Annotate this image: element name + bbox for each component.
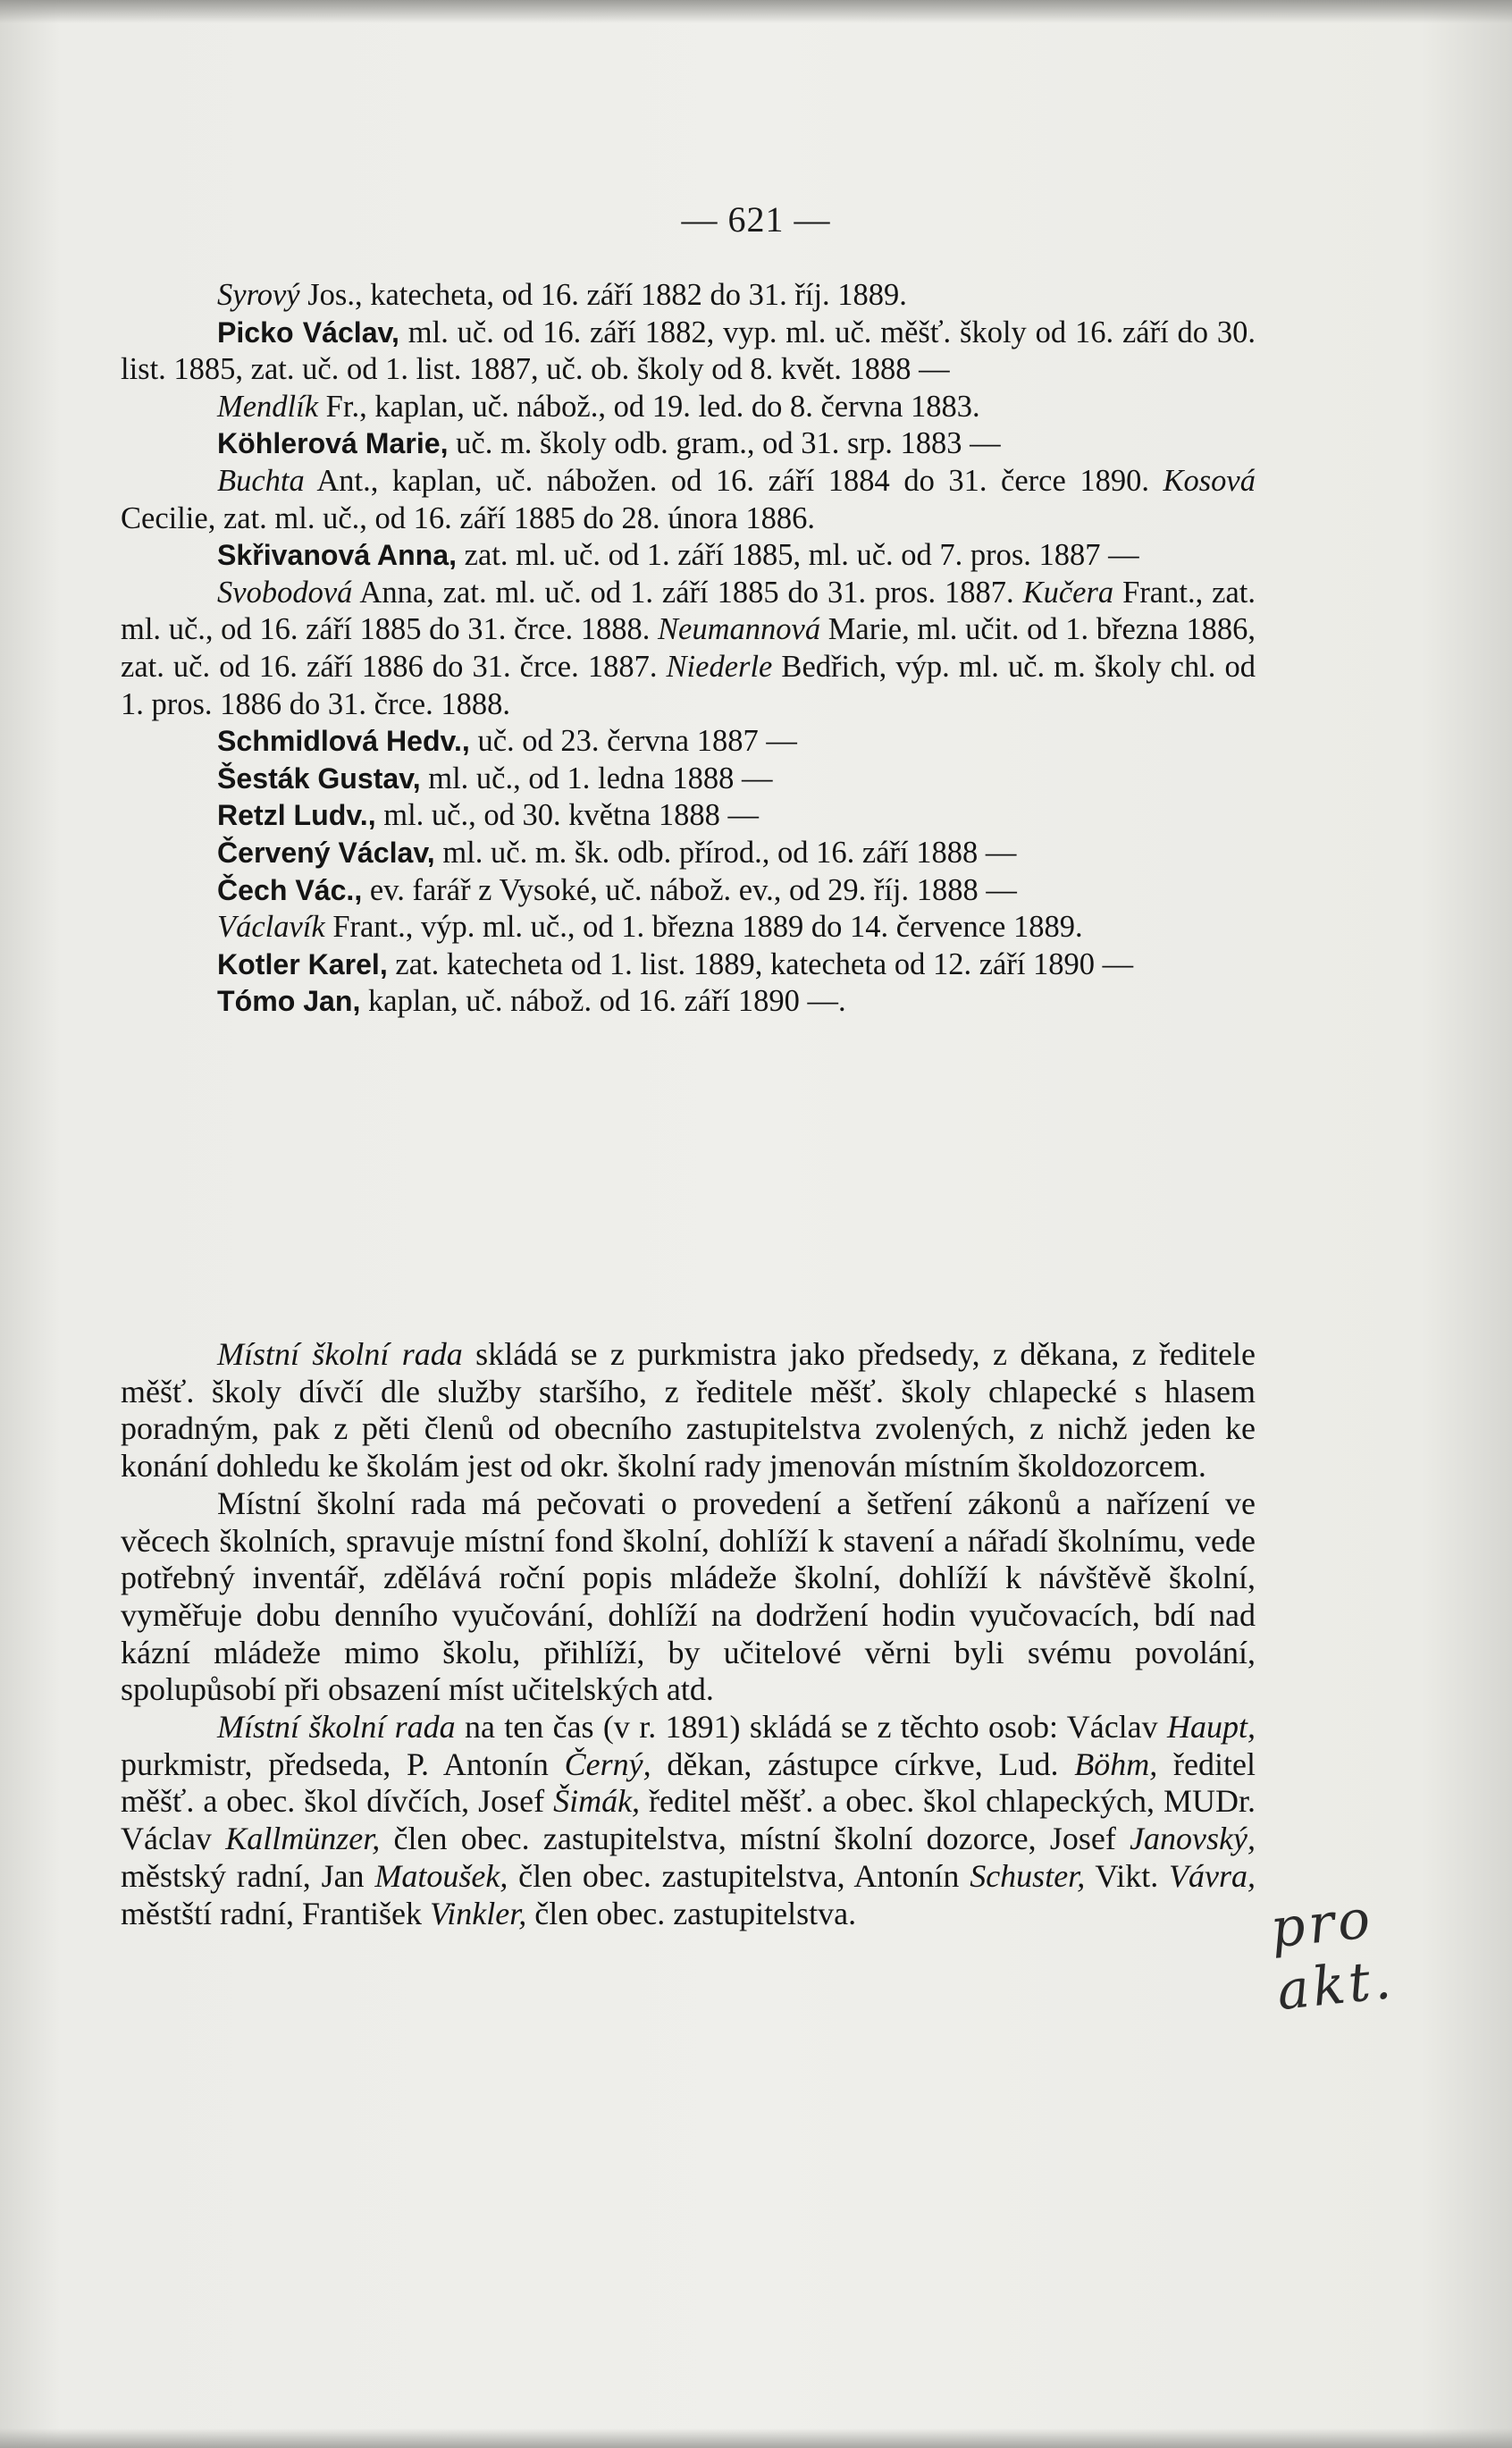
- emphasis-text: Matoušek,: [374, 1857, 508, 1894]
- body-text: člen obec. zastupitelstva, místní školní dozorce, Josef: [380, 1821, 1130, 1857]
- paragraph: [121, 1336, 1256, 1485]
- staff-entry: [121, 761, 1256, 798]
- page-top-shadow: [0, 0, 1512, 23]
- person-name: Červený Václav,: [217, 836, 435, 869]
- body-text: kaplan, uč. nábož. od 16. září 1890 —.: [360, 984, 846, 1019]
- staff-entry: [121, 983, 1256, 1021]
- body-text: ředitel měšť. a obec. škol chlapeckých, MUDr. Václav: [121, 1783, 1256, 1857]
- body-text: ml. uč., od 1. ledna 1888 —: [420, 761, 773, 795]
- body-text: Frant., zat. ml. uč., od 16. září 1885 do 31. črce. 1888.: [121, 575, 1256, 647]
- emphasis-text: Šimák,: [553, 1783, 641, 1820]
- person-name: Svobodová: [217, 575, 353, 610]
- body-text: ředitel měšť. a obec. škol dívčích, Josef: [121, 1746, 1256, 1820]
- body-text: purkmistr, předseda, P. Antonín: [121, 1746, 565, 1782]
- staff-entry: [121, 389, 1256, 426]
- page-bottom-shadow: [0, 2428, 1512, 2448]
- body-text: uč. od 23. června 1887 —: [469, 724, 797, 759]
- staff-entry: [121, 463, 1256, 537]
- body-text: Místní školní rada má pečovati o provedení a šetření zákonů a nařízení ve věcech školních, spravuje místní fond školní, dohlíží k stavení a nářadí školnímu, vede potřebný inventář, zdělává roční popis mládeže školní, dohlíží k návštěvě školní, vyměřuje dobu denního vyučování, dohlíží na dodržení hodin vyučovacích, bdí nad kázní mládeže mimo školu, přihlíží, by učitelové věrni byli svému povolání, spolupůsobí při obsazení míst učitelských atd.: [121, 1485, 1256, 1708]
- emphasis-text: Haupt,: [1166, 1709, 1256, 1746]
- body-text: na ten čas (v r. 1891) skládá se z těchto osob: Václav: [455, 1709, 1167, 1746]
- emphasis-text: Místní školní rada: [217, 1336, 463, 1372]
- person-name: Syrový: [217, 278, 300, 312]
- staff-entry: [121, 425, 1256, 463]
- handwritten-margin-note: pro akt.: [1267, 1887, 1398, 2023]
- staff-entry: [121, 575, 1256, 723]
- body-text: ml. uč. m. šk. odb. přírod., od 16. září 1888 —: [434, 835, 1017, 870]
- person-name: Retzl Ludv.,: [217, 799, 376, 832]
- emphasis-text: Kallmünzer,: [225, 1821, 381, 1857]
- person-name: Šesták Gustav,: [217, 761, 421, 795]
- person-name: Kučera: [1022, 575, 1114, 610]
- school-board-section: [121, 1336, 1256, 1932]
- paragraph: [121, 1485, 1256, 1709]
- body-text: uč. m. školy odb. gram., od 31. srp. 1883 —: [448, 426, 1001, 461]
- body-text: zat. ml. uč. od 1. září 1885, ml. uč. od 7. pros. 1887 —: [457, 538, 1139, 573]
- body-text: ev. farář z Vysoké, uč. nábož. ev., od 29. říj. 1888 —: [362, 872, 1017, 907]
- body-text: Cecilie, zat. ml. uč., od 16. září 1885 do 28. února 1886.: [121, 501, 816, 535]
- page-number: — 621 —: [681, 199, 831, 240]
- person-name: Čech Vác.,: [217, 873, 363, 906]
- person-name: Mendlík: [217, 389, 319, 424]
- staff-entry: [121, 946, 1256, 984]
- body-text: Vikt.: [1085, 1857, 1169, 1894]
- person-name: Buchta: [217, 463, 305, 498]
- body-text: zat. katecheta od 1. list. 1889, katecheta od 12. září 1890 —: [387, 946, 1134, 981]
- body-text: Jos., katecheta, od 16. září 1882 do 31. říj. 1889.: [299, 278, 907, 312]
- body-text: Ant., kaplan, uč. nábožen. od 16. září 1884 do 31. čerce 1890.: [304, 463, 1163, 498]
- emphasis-text: Janovský,: [1130, 1821, 1256, 1857]
- emphasis-text: Vávra,: [1169, 1857, 1256, 1894]
- person-name: Schmidlová Hedv.,: [217, 725, 470, 758]
- body-text: ml. uč. od 16. září 1882, vyp. ml. uč. měšť. školy od 16. září do 30. list. 1885, zat. uč. od 1. list. 1887, uč. ob. školy od 8. květ. 1888 —: [121, 315, 1256, 387]
- body-text: Marie, ml. učit. od 1. března 1886, zat. uč. od 16. září 1886 do 31. črce. 1887.: [121, 612, 1256, 684]
- body-text: člen obec. zastupitelstva.: [526, 1895, 857, 1931]
- person-name: Tómo Jan,: [217, 985, 361, 1018]
- staff-entry: [121, 872, 1256, 910]
- person-name: Neumannová: [658, 612, 821, 647]
- emphasis-text: Vinkler,: [429, 1895, 527, 1931]
- body-text: děkan, zástupce církve, Lud.: [651, 1746, 1075, 1782]
- person-name: Picko Václav,: [217, 315, 399, 349]
- staff-entry: [121, 315, 1256, 389]
- emphasis-text: Böhm,: [1074, 1746, 1158, 1782]
- teacher-list: [121, 277, 1256, 1021]
- person-name: Köhlerová Marie,: [217, 427, 449, 460]
- staff-entry: [121, 909, 1256, 946]
- staff-entry: [121, 723, 1256, 761]
- body-text: městští radní, František: [121, 1895, 430, 1931]
- body-text: městský radní, Jan: [121, 1857, 375, 1894]
- emphasis-text: Schuster,: [970, 1857, 1086, 1894]
- body-text: člen obec. zastupitelstva, Antonín: [508, 1857, 970, 1894]
- person-name: Niederle: [666, 649, 773, 684]
- staff-entry: [121, 835, 1256, 872]
- emphasis-text: Místní školní rada: [217, 1709, 456, 1746]
- body-text: Anna, zat. ml. uč. od 1. září 1885 do 31. pros. 1887.: [352, 575, 1023, 610]
- body-text: ml. uč., od 30. května 1888 —: [375, 798, 759, 833]
- staff-entry: [121, 277, 1256, 315]
- body-text: Bedřich, výp. ml. uč. m. školy chl. od 1. pros. 1886 do 31. črce. 1888.: [121, 649, 1256, 721]
- staff-entry: [121, 537, 1256, 575]
- body-text: Fr., kaplan, uč. nábož., od 19. led. do 8. června 1883.: [318, 389, 980, 424]
- body-text: Frant., výp. ml. uč., od 1. března 1889 do 14. července 1889.: [324, 910, 1083, 945]
- emphasis-text: Černý,: [564, 1746, 651, 1782]
- person-name: Skřivanová Anna,: [217, 539, 458, 572]
- person-name: Václavík: [217, 910, 325, 945]
- staff-entry: [121, 797, 1256, 835]
- person-name: Kotler Karel,: [217, 947, 388, 980]
- body-text: skládá se z purkmistra jako předsedy, z děkana, z ředitele měšť. školy dívčí dle služby staršího, z ředitele měšť. školy chlapecké s hlasem poradným, pak z pěti členů od obecního zastupitelstva zvolených, z nichž jeden ke konání dohledu ke školám jest od okr. školní rady jmenován místním školdozorcem.: [121, 1336, 1256, 1485]
- paragraph: [121, 1709, 1256, 1932]
- person-name: Kosová: [1163, 463, 1256, 498]
